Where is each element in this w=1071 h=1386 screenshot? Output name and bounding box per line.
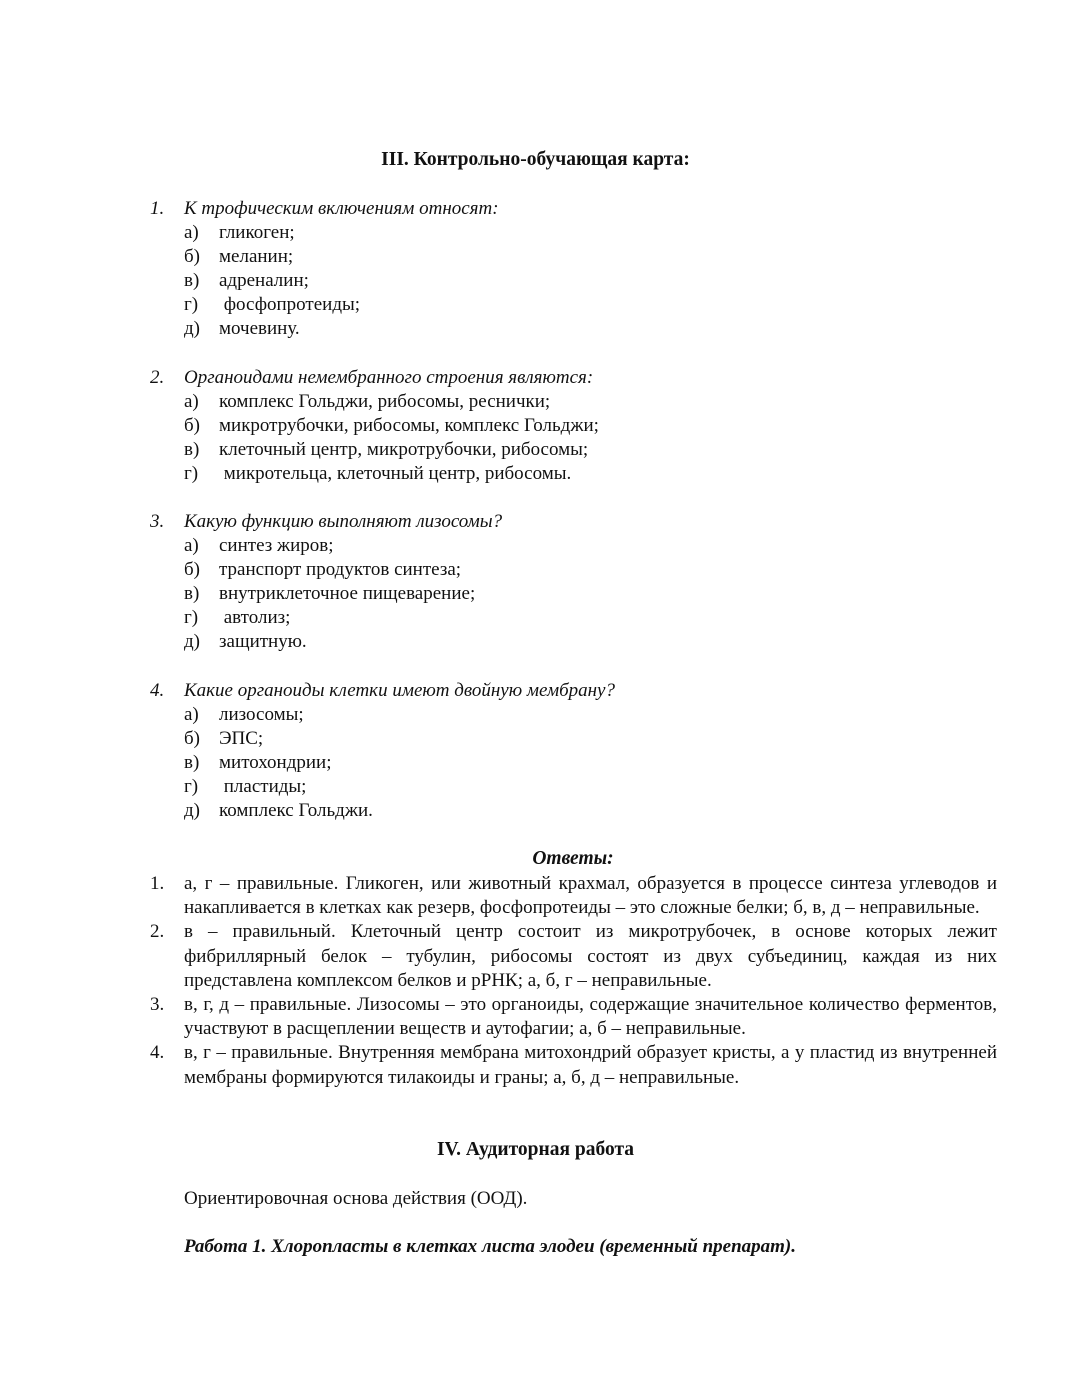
option-item bbox=[150, 703, 1010, 727]
option-item bbox=[150, 293, 1010, 317]
option-text: мочевину. bbox=[219, 318, 300, 339]
option-text: комплекс Гольджи. bbox=[219, 800, 373, 821]
option-text: автолиз; bbox=[219, 607, 291, 628]
option-item bbox=[150, 414, 1010, 438]
option-text: лизосомы; bbox=[219, 704, 304, 725]
answer-item bbox=[150, 872, 997, 920]
question-text: Какие органоиды клетки имеют двойную мембрану? bbox=[184, 680, 615, 701]
option-text: комплекс Гольджи, рибосомы, реснички; bbox=[219, 391, 551, 412]
option-item bbox=[150, 245, 1010, 269]
option-letter: а) bbox=[184, 222, 199, 243]
answer-number: 1. bbox=[150, 873, 165, 894]
answer-item bbox=[150, 920, 997, 993]
option-text: пластиды; bbox=[219, 776, 307, 797]
question-2 bbox=[150, 366, 1010, 486]
option-text: микротрубочки, рибосомы, комплекс Гольджи; bbox=[219, 415, 599, 436]
question-text: Какую функцию выполняют лизосомы? bbox=[184, 511, 503, 532]
option-letter: г) bbox=[184, 463, 199, 484]
option-item bbox=[150, 317, 1010, 341]
option-item bbox=[150, 558, 1010, 582]
question-number: 2. bbox=[150, 367, 165, 388]
option-item bbox=[150, 606, 1010, 630]
question-2-line bbox=[150, 366, 1010, 390]
option-text: транспорт продуктов синтеза; bbox=[219, 559, 462, 580]
option-letter: в) bbox=[184, 270, 200, 291]
option-item bbox=[150, 727, 1010, 751]
option-letter: д) bbox=[184, 318, 200, 339]
option-letter: в) bbox=[184, 439, 200, 460]
option-text: клеточный центр, микротрубочки, рибосомы; bbox=[219, 439, 589, 460]
question-text: Органоидами немембранного строения являются: bbox=[184, 367, 594, 388]
question-1 bbox=[150, 197, 1010, 341]
option-letter: г) bbox=[184, 294, 199, 315]
answer-text: в, г, д – правильные. Лизосомы – это органоиды, содержащие значительное количество ферментов, участвуют в расщеплении веществ и аутофагии; а, б – неправильные. bbox=[184, 994, 997, 1040]
option-item bbox=[150, 462, 1010, 486]
answer-text: а, г – правильные. Гликоген, или животный крахмал, образуется в процессе синтеза углеводов и накапливается в клетках как резерв, фосфопротеиды – это сложные белки; б, в, д – неправильные. bbox=[184, 873, 997, 919]
option-letter: б) bbox=[184, 415, 200, 436]
option-letter: б) bbox=[184, 246, 200, 267]
option-letter: в) bbox=[184, 752, 200, 773]
option-item bbox=[150, 390, 1010, 414]
question-3 bbox=[150, 510, 1010, 654]
option-text: гликоген; bbox=[219, 222, 295, 243]
option-text: адреналин; bbox=[219, 270, 309, 291]
option-letter: д) bbox=[184, 800, 200, 821]
option-text: синтез жиров; bbox=[219, 535, 334, 556]
answer-item bbox=[150, 1041, 997, 1089]
question-3-line bbox=[150, 510, 1010, 534]
section-title-control-card: III. Контрольно-обучающая карта: bbox=[381, 149, 690, 170]
option-item bbox=[150, 438, 1010, 462]
option-item bbox=[150, 799, 1010, 823]
question-number: 3. bbox=[150, 511, 165, 532]
answer-number: 3. bbox=[150, 994, 165, 1016]
option-text: фосфопротеиды; bbox=[219, 294, 361, 315]
answers-list bbox=[150, 872, 997, 1090]
question-4-line bbox=[150, 679, 1010, 703]
answer-number: 4. bbox=[150, 1042, 165, 1064]
option-item bbox=[150, 221, 1010, 245]
option-letter: в) bbox=[184, 583, 200, 604]
question-text: К трофическим включениям относят: bbox=[184, 198, 499, 219]
answer-text: в, г – правильные. Внутренняя мембрана митохондрий образует кристы, а у пластид из внутренней мембраны формируются тилакоиды и граны; а, б, д – неправильные. bbox=[184, 1042, 997, 1088]
option-item bbox=[150, 534, 1010, 558]
option-item bbox=[150, 751, 1010, 775]
option-item bbox=[150, 582, 1010, 606]
option-text: защитную. bbox=[219, 631, 307, 652]
section-title-auditory-work: IV. Аудиторная работа bbox=[436, 1139, 635, 1160]
work-1-title: Работа 1. Хлоропласты в клетках листа элодеи (временный препарат). bbox=[184, 1236, 797, 1257]
option-letter: б) bbox=[184, 728, 200, 749]
option-letter: г) bbox=[184, 776, 199, 797]
question-number: 4. bbox=[150, 680, 165, 701]
answer-item bbox=[150, 993, 997, 1041]
answers-title: Ответы: bbox=[532, 848, 614, 869]
option-letter: г) bbox=[184, 607, 199, 628]
option-item bbox=[150, 630, 1010, 654]
option-letter: а) bbox=[184, 391, 199, 412]
answer-text: в – правильный. Клеточный центр состоит из микротрубочек, в основе которых лежит фибриллярный белок – тубулин, рибосомы состоят из двух субъединиц, каждая из них представлена комплексом белков и рРНК; а, б, г – неправильные. bbox=[184, 921, 997, 991]
option-text: митохондрии; bbox=[219, 752, 332, 773]
question-number: 1. bbox=[150, 198, 165, 219]
option-item bbox=[150, 775, 1010, 799]
option-letter: д) bbox=[184, 631, 200, 652]
option-text: внутриклеточное пищеварение; bbox=[219, 583, 476, 604]
option-text: микротельца, клеточный центр, рибосомы. bbox=[219, 463, 572, 484]
question-4 bbox=[150, 679, 1010, 823]
option-letter: б) bbox=[184, 559, 200, 580]
answer-number: 2. bbox=[150, 921, 165, 943]
option-letter: а) bbox=[184, 535, 199, 556]
option-letter: а) bbox=[184, 704, 199, 725]
option-item bbox=[150, 269, 1010, 293]
question-1-line bbox=[150, 197, 1010, 221]
ood-paragraph: Ориентировочная основа действия (ООД). bbox=[184, 1188, 528, 1209]
option-text: ЭПС; bbox=[219, 728, 264, 749]
option-text: меланин; bbox=[219, 246, 294, 267]
